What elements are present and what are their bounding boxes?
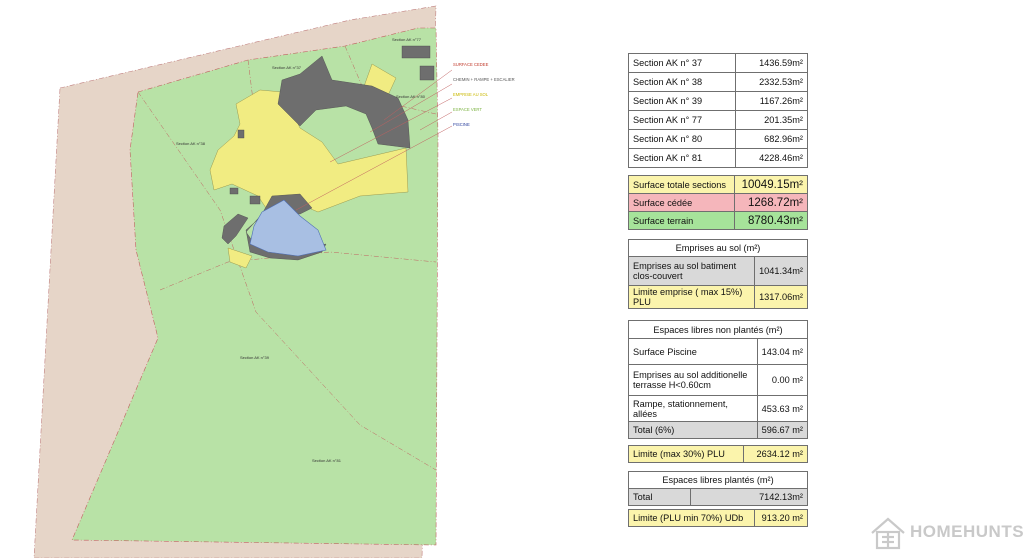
libres-non-plantes-table — [628, 320, 808, 439]
section-label: Section AK n° 38 — [629, 73, 736, 92]
ceded-surface-label: Surface cédée — [629, 194, 735, 212]
libres-non-title: Espaces libres non plantés (m²) — [629, 321, 808, 339]
section-label: Section AK n° 37 — [629, 54, 736, 73]
parcel-label-ak81: Section AK n°81 — [312, 458, 341, 463]
total-sections-label: Surface totale sections — [629, 176, 735, 194]
parcel-label-ak80: Section AK n°80 — [396, 94, 425, 99]
section-label: Section AK n° 81 — [629, 149, 736, 168]
house-icon — [868, 513, 908, 553]
legend-chemin: CHEMIN + RAMPE + ESCALIER — [453, 77, 515, 82]
terrasse-value: 0.00 m² — [757, 365, 807, 396]
libres-plantes-title: Espaces libres plantés (m²) — [629, 472, 808, 489]
libres-plantes-limit-value: 913.20 m² — [754, 510, 807, 527]
section-value: 1167.26m² — [735, 92, 807, 111]
homehunts-logo — [868, 513, 1024, 553]
section-label: Section AK n° 39 — [629, 92, 736, 111]
libres-plantes-total-label: Total — [629, 489, 691, 506]
parcel-label-ak77: Section AK n°77 — [392, 37, 421, 42]
summary-table — [628, 175, 808, 230]
emprises-title: Emprises au sol (m²) — [629, 240, 808, 257]
parcel-label-ak39: Section AK n°39 — [240, 355, 269, 360]
terrasse-label: Emprises au sol additionelle terrasse H<0.60cm — [629, 365, 758, 396]
emprises-table — [628, 239, 808, 309]
emprises-limit-label: Limite emprise ( max 15%) PLU — [629, 286, 755, 309]
libres-plantes-total-value: 7142.13m² — [691, 489, 808, 506]
section-value: 4228.46m² — [735, 149, 807, 168]
parcel-label-ak37: Section AK n°37 — [272, 65, 301, 70]
section-value: 2332.53m² — [735, 73, 807, 92]
emprises-limit-value: 1317.06m² — [755, 286, 808, 309]
section-value: 682.96m² — [735, 130, 807, 149]
legend-emprise: EMPRISE AU SOL — [453, 92, 489, 97]
terrain-surface-label: Surface terrain — [629, 212, 735, 230]
section-label: Section AK n° 80 — [629, 130, 736, 149]
section-value: 1436.59m² — [735, 54, 807, 73]
emprises-row-label: Emprises au sol batiment clos-couvert — [629, 257, 755, 286]
libres-non-total-value: 596.67 m² — [757, 422, 807, 439]
libres-plantes-table — [628, 471, 808, 506]
piscine-label: Surface Piscine — [629, 339, 758, 365]
piscine-value: 143.04 m² — [757, 339, 807, 365]
libres-plantes-limit-table — [628, 509, 808, 527]
section-value: 201.35m² — [735, 111, 807, 130]
legend-surface-cedee: SURFACE CEDEE — [453, 62, 489, 67]
total-sections-value: 10049.15m² — [734, 176, 807, 194]
libres-non-limit-label: Limite (max 30%) PLU — [629, 446, 744, 463]
sections-table — [628, 53, 808, 168]
libres-plantes-limit-label: Limite (PLU min 70%) UDb — [629, 510, 755, 527]
plan-legend — [453, 62, 515, 127]
libres-non-limit-table — [628, 445, 808, 463]
section-label: Section AK n° 77 — [629, 111, 736, 130]
legend-espace-vert: ESPACE VERT — [453, 107, 482, 112]
legend-piscine: PISCINE — [453, 122, 470, 127]
ceded-surface-value: 1268.72m² — [734, 194, 807, 212]
rampe-label: Rampe, stationnement, allées — [629, 396, 758, 422]
libres-non-total-label: Total (6%) — [629, 422, 758, 439]
terrain-surface-value: 8780.43m² — [734, 212, 807, 230]
logo-text: HOMEHUNTS — [910, 522, 1024, 541]
parcel-label-ak38: Section AK n°38 — [176, 141, 205, 146]
libres-non-limit-value: 2634.12 m² — [744, 446, 808, 463]
emprises-row-value: 1041.34m² — [755, 257, 808, 286]
rampe-value: 453.63 m² — [757, 396, 807, 422]
